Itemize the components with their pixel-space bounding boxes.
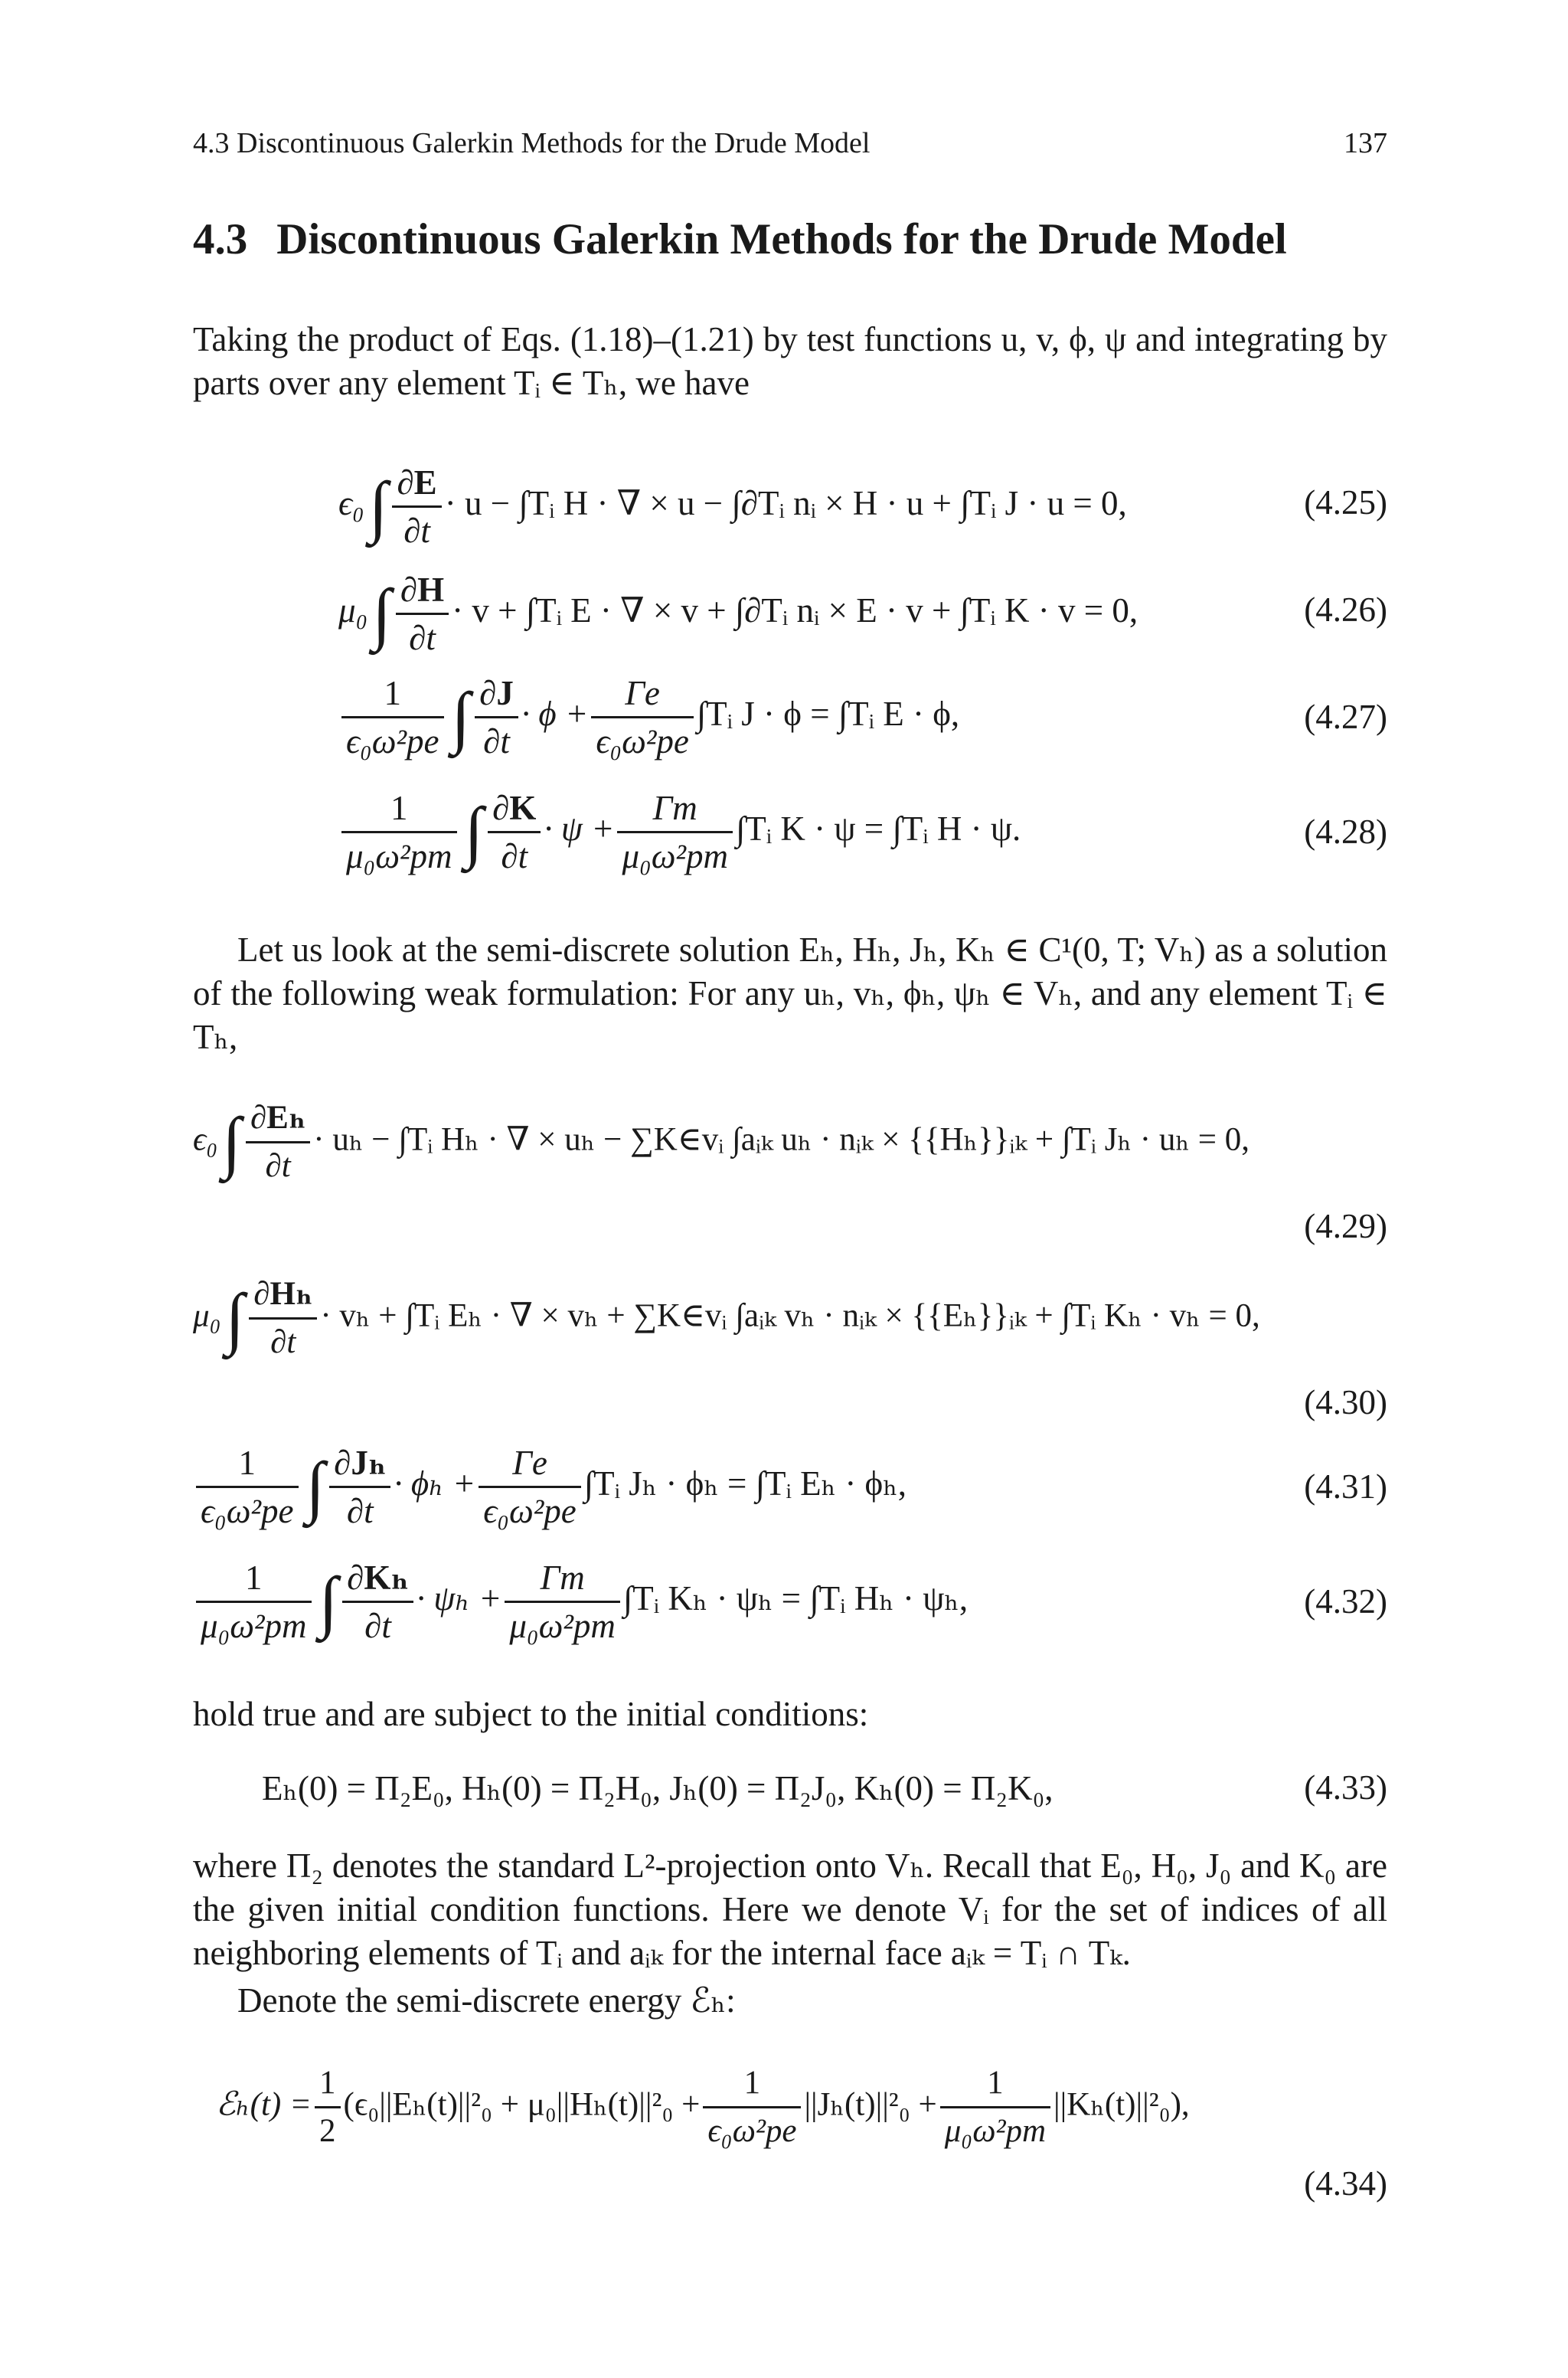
equation-4-27: $\frac{1}{\text{ϵ₀ω²pe}}$ ∫ $\frac{\partial J}{\partial t}$ · ϕ + $\frac{\Gamma e}{\text{ϵ₀ω²pe}}$ ∫Tᵢ J · ϕ = ∫Tᵢ E · ϕ, (4.27) [193, 670, 1387, 770]
fraction: $\frac{\Gamma m}{\text{μ₀ω²pm}}$ [505, 1555, 620, 1649]
equation-number: (4.34) [1304, 2164, 1387, 2203]
eq-lhs: μ₀ [338, 590, 368, 630]
integral-sign: ∫ [225, 1280, 245, 1356]
integral-sign: ∫ [451, 679, 471, 755]
fraction: $\frac{\partial H}{\partial t}$ [396, 567, 449, 661]
integral-sign: ∫ [305, 1448, 325, 1525]
fraction: $\frac{\text{∂Eₕ}}{\partial t}$ [246, 1095, 310, 1189]
fraction: $\frac{\partial E}{\partial t}$ [392, 460, 441, 554]
integral-sign: ∫ [222, 1104, 241, 1180]
section-number: 4.3 [193, 215, 248, 263]
fraction: $\frac{1}{\text{μ₀ω²pm}}$ [196, 1555, 312, 1649]
equation-4-31: $\frac{1}{\text{ϵ₀ω²pe}}$ ∫ $\frac{\text{∂Jₕ}}{\partial t}$ · ϕₕ + $\frac{\Gamma e}{\text{ϵ₀ω²pe}}$ ∫Tᵢ Jₕ · ϕₕ = ∫Tᵢ Eₕ · ϕₕ, (4.31) [193, 1440, 1387, 1539]
paragraph-energy: Denote the semi-discrete energy ℰₕ: [237, 1981, 736, 2020]
integral-sign: ∫ [372, 575, 391, 652]
paragraph-projection: where Π₂ denotes the standard L²-projection onto Vₕ. Recall that E₀, H₀, J₀ and K₀ are the given initial condition functions. Here we denote Vᵢ for the set of indices of all neighboring elements of Tᵢ and aᵢₖ for the internal face aᵢₖ = Tᵢ ∩ Tₖ. [193, 1846, 1387, 1972]
eq-rest: · u − ∫Tᵢ H · ∇ × u − ∫∂Tᵢ nᵢ × H · u + ∫Tᵢ J · u = 0, [444, 483, 1127, 522]
section-title-text: Discontinuous Galerkin Methods for the Drude Model [276, 215, 1287, 263]
fraction: $\frac{1}{\text{ϵ₀ω²pe}}$ [341, 670, 444, 764]
eq-rest: · v + ∫Tᵢ E · ∇ × v + ∫∂Tᵢ nᵢ × E · v + ∫Tᵢ K · v = 0, [452, 590, 1138, 630]
equation-4-25 [193, 460, 1387, 551]
equation-number: (4.32) [1304, 1582, 1387, 1621]
equation-4-32: $\frac{1}{\text{μ₀ω²pm}}$ ∫ $\frac{\text{∂Kₕ}}{\partial t}$ · ψₕ + $\frac{\Gamma m}{\text{μ₀ω²pm}}$ ∫Tᵢ Kₕ · ψₕ = ∫Tᵢ Hₕ · ψₕ, (4.32) [193, 1555, 1387, 1654]
equation-4-33: Eₕ(0) = Π₂E₀, Hₕ(0) = Π₂H₀, Jₕ(0) = Π₂J₀, Kₕ(0) = Π₂K₀, (4.33) [262, 1768, 1387, 1807]
fraction: $\frac{\text{∂Hₕ}}{\partial t}$ [249, 1271, 317, 1366]
equation-number: (4.31) [1304, 1467, 1387, 1506]
page-number: 137 [1344, 127, 1387, 159]
running-head-title: 4.3 Discontinuous Galerkin Methods for the Drude Model [193, 127, 871, 159]
equation-4-28: $\frac{1}{\text{μ₀ω²pm}}$ ∫ $\frac{\partial K}{\partial t}$ · ψ + $\frac{\Gamma m}{\text{μ₀ω²pm}}$ ∫Tᵢ K · ψ = ∫Tᵢ H · ψ. (4.28) [193, 785, 1387, 885]
paragraph-intro: Taking the product of Eqs. (1.18)–(1.21) by test functions u, v, ϕ, ψ and integrating by parts over any element Tᵢ ∈ Tₕ, we have [193, 320, 1387, 402]
running-head [193, 126, 1387, 165]
paragraph-initial-conditions: hold true and are subject to the initial conditions: [193, 1695, 869, 1733]
fraction: $\frac{\partial K}{\partial t}$ [488, 785, 541, 879]
fraction: $\frac{1}{\text{μ₀ω²pm}}$ [341, 785, 457, 879]
fraction: $\frac{1}{\text{μ₀ω²pm}}$ [940, 2060, 1050, 2154]
fraction: $\frac{\text{∂Jₕ}}{\partial t}$ [329, 1440, 390, 1534]
fraction: $\frac{\Gamma e}{\text{ϵ₀ω²pe}}$ [591, 670, 694, 764]
equation-number: (4.29) [1304, 1207, 1387, 1245]
equation-number: (4.27) [1304, 698, 1387, 736]
fraction: $\frac{\text{∂Kₕ}}{\partial t}$ [342, 1555, 413, 1649]
equation-4-34: ℰₕ(t) = $\frac{1}{2}$ (ϵ₀||Eₕ(t)||²₀ + μ₀||Hₕ(t)||²₀ + $\frac{1}{\text{ϵ₀ω²pe}}$ ||Jₕ(t)||²₀ + $\frac{1}{\text{μ₀ω²pm}}$ ||Kₕ(t)||²₀), (4.34) [193, 2060, 1387, 2213]
paragraph-weak-formulation: Let us look at the semi-discrete solution Eₕ, Hₕ, Jₕ, Kₕ ∈ C¹(0, T; Vₕ) as a solution of the following weak formulation: For any uₕ, vₕ, ϕₕ, ψₕ ∈ Vₕ, and any element Tᵢ ∈ Tₕ, [193, 931, 1387, 1056]
equation-4-26 [193, 567, 1387, 659]
fraction: $\frac{\Gamma m}{\text{μ₀ω²pm}}$ [617, 785, 733, 879]
integral-sign: ∫ [368, 468, 388, 545]
fraction: $\frac{\Gamma e}{\text{ϵ₀ω²pe}}$ [479, 1440, 581, 1534]
fraction: $\frac{\partial J}{\partial t}$ [475, 670, 518, 764]
section-heading [193, 214, 1287, 264]
fraction: $\frac{1}{\text{ϵ₀ω²pe}}$ [196, 1440, 299, 1534]
integral-sign: ∫ [464, 793, 484, 870]
equation-4-29: ϵ₀∫ $\frac{\text{∂Eₕ}}{\partial t}$ · uₕ − ∫Tᵢ Hₕ · ∇ × uₕ − ∑K∈vᵢ ∫aᵢₖ uₕ · nᵢₖ × {{Hₕ}}ᵢₖ + ∫Tᵢ Jₕ · uₕ = 0, (4.29) [193, 1095, 1387, 1256]
equation-number: (4.28) [1304, 813, 1387, 851]
integral-sign: ∫ [318, 1563, 338, 1640]
equation-number: (4.30) [1304, 1383, 1387, 1421]
fraction: $\frac{1}{2}$ [315, 2060, 341, 2154]
equation-4-30: μ₀∫ $\frac{\text{∂Hₕ}}{\partial t}$ · vₕ + ∫Tᵢ Eₕ · ∇ × vₕ + ∑K∈vᵢ ∫aᵢₖ vₕ · nᵢₖ × {{Eₕ}}ᵢₖ + ∫Tᵢ Kₕ · vₕ = 0, (4.30) [193, 1271, 1387, 1432]
equation-number: (4.33) [1304, 1768, 1387, 1807]
equation-number: (4.26) [1304, 590, 1387, 629]
eq-lhs: ϵ₀ [338, 483, 364, 522]
equation-number: (4.25) [1304, 483, 1387, 522]
fraction: $\frac{1}{\text{ϵ₀ω²pe}}$ [703, 2060, 801, 2154]
